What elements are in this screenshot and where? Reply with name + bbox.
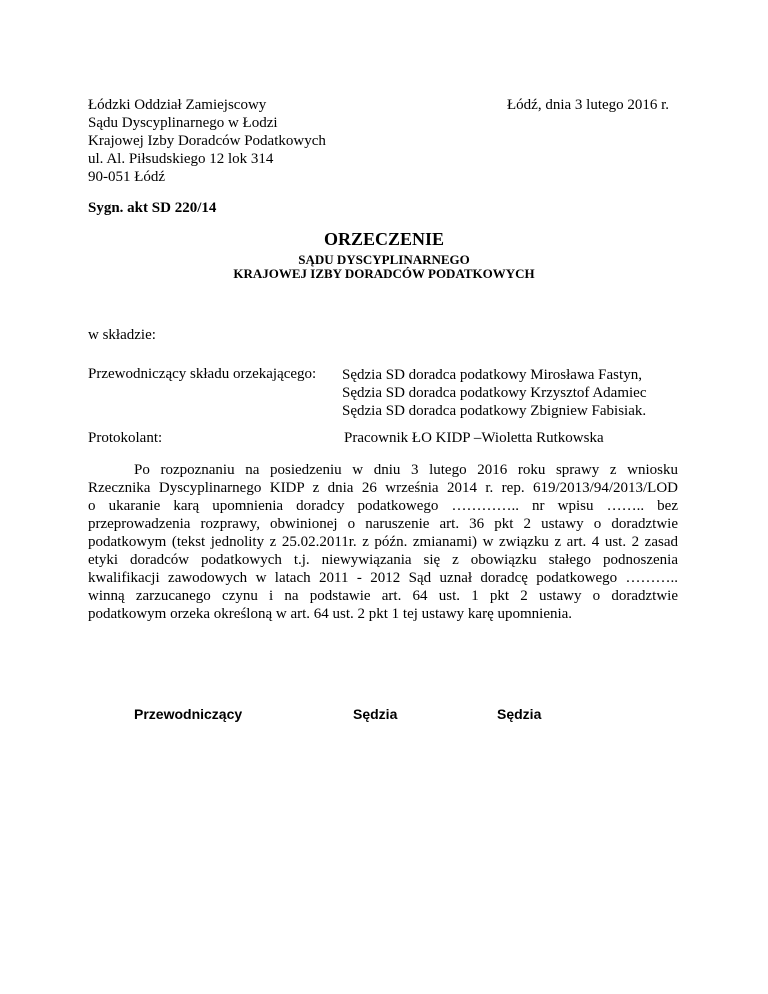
ruling-line: etyki doradców podatkowych t.j. niewywiązania się z obowiązku stałego podnoszenia: [88, 552, 678, 568]
signature-chair: Przewodniczący: [134, 706, 243, 722]
sender-line: 90-051 Łódź: [88, 169, 166, 185]
ruling-line: winną zarzucanego czynu i na podstawie art. 64 ust. 1 pkt 2 ustawy o doradztwie: [88, 588, 678, 604]
sender-line: Krajowej Izby Doradców Podatkowych: [88, 133, 326, 149]
signature-judge: Sędzia: [353, 706, 398, 722]
ruling-paragraph: [88, 461, 678, 623]
ruling-line: o ukaranie karą upomnienia doradcy podatkowego ………….. nr wpisu …….. bez: [88, 498, 678, 514]
chair-label: Przewodniczący składu orzekającego:: [88, 366, 317, 382]
judge-entry: Sędzia SD doradca podatkowy Mirosława Fastyn,: [342, 367, 642, 383]
court-name: SĄDU DYSCYPLINARNEGO: [298, 252, 470, 267]
sender-line: Łódzki Oddział Zamiejscowy: [88, 97, 267, 113]
document-date: Łódź, dnia 3 lutego 2016 r.: [507, 97, 670, 113]
signature-judge: Sędzia: [497, 706, 542, 722]
ruling-line: przeprowadzenia rozprawy, obwinionej o naruszenie art. 36 pkt 2 ustawy o doradztwie: [88, 516, 678, 532]
sender-line: Sądu Dyscyplinarnego w Łodzi: [88, 115, 278, 131]
document-title: ORZECZENIE: [323, 229, 445, 249]
ruling-line: podatkowym orzeka określoną w art. 64 ust. 2 pkt 1 tej ustawy karę upomnienia.: [88, 606, 573, 622]
judge-entry: Sędzia SD doradca podatkowy Zbigniew Fabisiak.: [342, 403, 647, 419]
case-number: Sygn. akt SD 220/14: [88, 200, 217, 216]
judge-entry: Sędzia SD doradca podatkowy Krzysztof Adamiec: [342, 385, 647, 401]
ruling-line: Rzecznika Dyscyplinarnego KIDP z dnia 26 września 2014 r. rep. 619/2013/94/2013/LOD: [88, 480, 678, 496]
judges-list: [342, 366, 647, 420]
sender-address: [88, 96, 326, 186]
ruling-line: podatkowym (tekst jednolity z 25.02.2011r. z późn. zmianami) w związku z art. 4 ust. 2 zasad: [88, 534, 678, 550]
sender-line: ul. Al. Piłsudskiego 12 lok 314: [88, 151, 274, 167]
ruling-line: Po rozpoznaniu na posiedzeniu w dniu 3 lutego 2016 roku sprawy z wniosku: [134, 462, 678, 478]
clerk-label: Protokolant:: [88, 430, 163, 446]
composition-label: w składzie:: [88, 327, 156, 343]
chamber-name: KRAJOWEJ IZBY DORADCÓW PODATKOWYCH: [233, 266, 535, 281]
clerk-name: Pracownik ŁO KIDP –Wioletta Rutkowska: [344, 430, 604, 446]
ruling-line: kwalifikacji zawodowych w latach 2011 - 2012 Sąd uznał doradcę podatkowego ………..: [88, 570, 678, 586]
